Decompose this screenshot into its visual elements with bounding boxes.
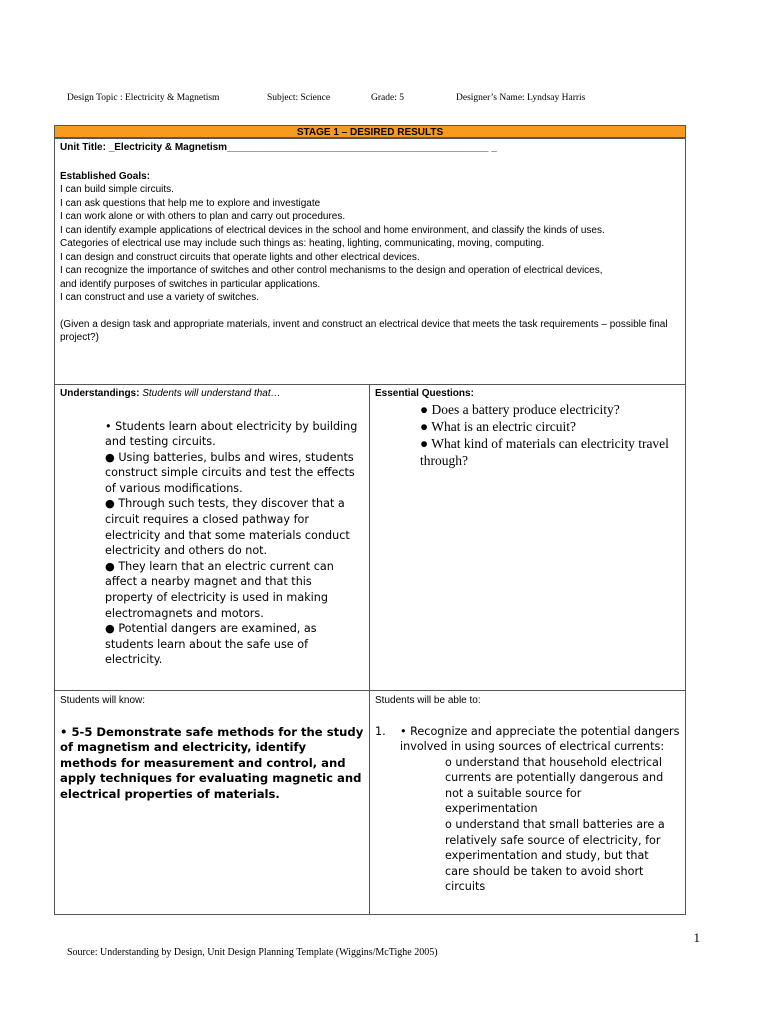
- list-item: ● Potential dangers are examined, as students learn about the safe use of electricity.: [105, 622, 317, 667]
- goals-note: (Given a design task and appropriate materials, invent and construct an electrical device that meets the task requirements – possible final project?): [60, 318, 668, 343]
- essential-questions-list: [375, 401, 680, 469]
- goal-item: and identify purposes of switches in particular applications.: [60, 278, 321, 290]
- list-item: [375, 724, 680, 755]
- goal-item: I can construct and use a variety of switches.: [60, 292, 259, 303]
- essential-questions-section: [369, 384, 686, 691]
- understandings-sub: Students will understand that…: [142, 388, 281, 399]
- goal-item: I can identify example applications of electrical devices in the school and home environment, and classify the kinds of uses.: [60, 224, 605, 236]
- able-label: Students will be able to:: [375, 695, 481, 706]
- goal-item: I can design and construct circuits that operate lights and other electrical devices.: [60, 251, 420, 263]
- goal-item: I can work alone or with others to plan and carry out procedures.: [60, 211, 346, 222]
- sub-list-item: o understand that household electrical currents are potentially dangerous and not a suitable source for experimentation: [445, 755, 664, 816]
- goal-item: I can ask questions that help me to explore and investigate: [60, 197, 321, 209]
- list-item: ● Does a battery produce electricity?: [420, 401, 620, 417]
- list-item: ● What is an electric circuit?: [420, 418, 576, 434]
- list-item: ● They learn that an electric current can affect a nearby magnet and that this property of electricity is used in making electromagnets and motors.: [105, 559, 334, 620]
- source-footer: Source: Understanding by Design, Unit Design Planning Template (Wiggins/McTighe 2005): [67, 947, 438, 958]
- know-standard: • 5-5 Demonstrate safe methods for the study of magnetism and electricity, identify methods for measurement and control, and apply techniques for evaluating magnetic and electrical properties of materials.: [60, 724, 364, 801]
- goal-item: I can recognize the importance of switches and other control mechanisms to the design and operation of electrical devices,: [60, 265, 603, 276]
- students-will-know-section: [54, 690, 370, 915]
- subject: Subject: Science: [267, 93, 331, 103]
- design-topic: Design Topic : Electricity & Magnetism: [67, 93, 220, 103]
- able-list: [375, 724, 680, 896]
- students-able-section: [369, 690, 686, 915]
- sub-list-item: o understand that small batteries are a relatively safe source of electricity, for experimentation and study, but that care should be taken to avoid short circuits: [445, 818, 665, 894]
- list-item: ● What kind of materials can electricity travel through?: [420, 435, 669, 468]
- understandings-section: [54, 384, 370, 691]
- goals-title: Established Goals:: [60, 170, 151, 182]
- goal-item: I can build simple circuits.: [60, 184, 174, 195]
- list-item: ● Using batteries, bulbs and wires, students construct simple circuits and test the effects of various modifications.: [105, 450, 355, 495]
- understandings-label: Understandings:: [60, 388, 140, 399]
- page-number: 1: [693, 930, 700, 945]
- unit-title: Unit Title: _Electricity & Magnetism_______________________________________________ _: [60, 142, 497, 153]
- grade: Grade: 5: [371, 93, 404, 103]
- list-item: ● Through such tests, they discover that a circuit requires a closed pathway for electricity and that some materials conduct electricity and others do not.: [105, 497, 350, 558]
- stage-title: STAGE 1 – DESIRED RESULTS: [54, 125, 686, 138]
- know-label: Students will know:: [60, 695, 146, 706]
- goal-item: Categories of electrical use may include such things as: heating, lighting, communicating, moving, computing.: [60, 238, 545, 249]
- understandings-list: [60, 419, 364, 669]
- designer-name: Designer’s Name: Lyndsay Harris: [456, 93, 586, 103]
- list-item: • Students learn about electricity by building and testing circuits.: [105, 419, 358, 449]
- list-number: 1.: [375, 724, 386, 738]
- goals-section: [54, 138, 686, 385]
- able-item-text: • Recognize and appreciate the potential dangers involved in using sources of electrical currents:: [400, 724, 680, 754]
- essential-questions-label: Essential Questions:: [375, 388, 474, 399]
